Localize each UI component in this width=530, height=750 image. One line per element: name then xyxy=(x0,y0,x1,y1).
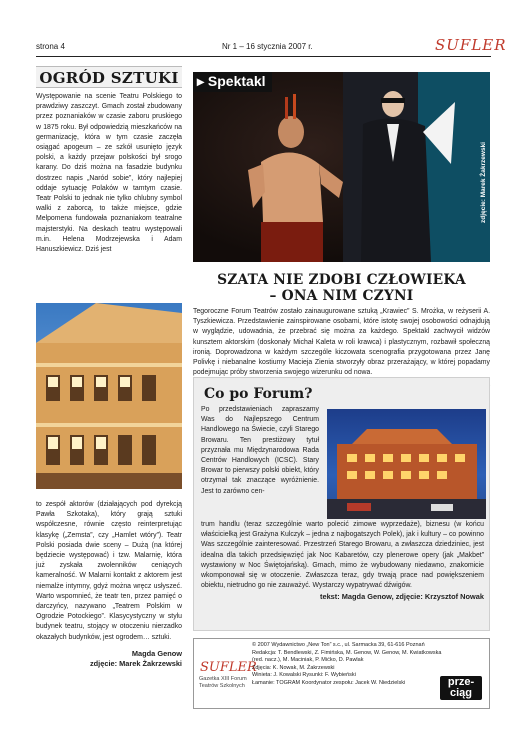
imprint-line-4: Łamanie: TOGRAM Koordynator zespołu: Jacek W. Niedzielski xyxy=(252,679,406,686)
article-headline xyxy=(193,272,490,304)
ogrod-paragraph-2 xyxy=(36,500,182,670)
ogrod-paragraph-2-text: to zespół aktorów (działających pod dyrekcją Pawła Szkotaka), który grają sztuki współczesne, równie często reinterpretując klasykę („Zemsta”, czy „Hamlet wtóry”). Teatr Polski posiada dwie sceny – Dużą (na której będziecie występować) i tzw. Malarnię, która już zyskała zwolenników ceniących kameralność. W Malarni kontakt z aktorem jest niemalże intymny, gdyż można wręcz usłyszeć. Warto wspomnieć, że teatr ten, przez pamięć o darczyńcy, nazywano „Teatrem Polskim w Ogrodzie Potockiego”. Klasycystyczny w stylu budynek teatru, stojący w otoczeniu nierzadko okazałych budynków, jest ogrodem… sztuki. xyxy=(36,501,182,641)
stary-browar-photo xyxy=(327,409,486,519)
ogrod-author: Magda Genow xyxy=(131,648,182,658)
footer-sufler-logo: SUFLER xyxy=(200,660,257,675)
ogrod-sztuki-section xyxy=(36,66,182,88)
imprint-line-3: Winieta: J. Kowalski Rysunki: F. Wybieński xyxy=(252,672,356,679)
headline-line-1: SZATA NIE ZDOBI CZŁOWIEKA xyxy=(217,272,466,288)
forum-paragraph-2 xyxy=(201,520,484,603)
header-rule xyxy=(36,56,491,57)
spektakl-article-text: Tegoroczne Forum Teatrów zostało zainaugurowane sztuką „Krawiec” S. Mrożka, w reżyserii A. Tyszkiewicza. Przedstawienie zainspirowane osobami, które istotę swojej osobowości odnajdują w wyglądzie, udowadnia, że przebrać się można za każdego. Spektakl zachwycił widzów kunsztem aktorskim (doskonały Michał Kaleta w roli krawca) i plastycznym, rozbawił społeczną ironią. Doprowadzona w każdym szczególe kiczowata scenografia przygotowana przez Janę Polivkę i niebanalne kostiumy Macieja Zienia stworzyły obraz przerażający, w której popadamy podejmując próby stworzenia swojego wizerunku od nowa. xyxy=(193,308,490,377)
spektakl-photo-credit: zdjęcie: Marek Żakrzewski xyxy=(480,142,487,223)
spektakl-photo xyxy=(193,72,490,262)
imprint-line-2: Redakcja: T. Bendlewski, Z. Fimińska, M. Genow, W. Genow, M. Kwiatkowska (red. nacz.), M. Maciniak, P. Mićko, D. Pawlak xyxy=(252,649,442,664)
spektakl-label-text: Spektakl xyxy=(207,73,266,89)
ogrod-title: OGRÓD SZTUKI xyxy=(36,66,182,88)
imprint-line-2b: Zdjęcia: K. Nowak, M. Żakrzewski xyxy=(252,664,335,671)
przeciag-logo: prze-ciąg xyxy=(440,676,482,700)
imprint-line-1: © 2007 Wydawnictwo „New Ton” s.c., ul. Sarmacka 39, 61-616 Poznań xyxy=(252,642,425,648)
issue-date: Nr 1 – 16 stycznia 2007 r. xyxy=(222,42,313,51)
headline-line-2: – ONA NIM CZYNI xyxy=(269,288,414,304)
forum-title: Co po Forum? xyxy=(204,386,313,402)
ogrod-photo-credit: zdjęcie: Marek Żakrzewski xyxy=(89,659,182,669)
actors-illustration xyxy=(193,72,490,262)
building-illustration xyxy=(36,303,182,489)
spektakl-label: ▸ Spektakl xyxy=(193,72,272,92)
imprint-text xyxy=(252,642,442,688)
stary-browar-illustration xyxy=(327,409,486,519)
page-number: strona 4 xyxy=(36,42,65,51)
footer-subtitle: Gazetka XIII Forum Teatrów Szkolnych xyxy=(199,676,247,689)
forum-paragraph-2-text: trum handlu (teraz szczególnie warto polecić zimowe wyprzedaże), biznesu (w końcu właścicielką jest Grażyna Kulczyk – jedna z najbogatszych Polek), jak i kultury – co powinno Was szczególnie zainteresować. Przestrzeń Starego Browaru, a zwłaszcza dziedziniec, jest idealna dla takich przedsięwzięć jak Noc Kabaretów, czy plenerowe opery (jak „Makbet” wystawiony w Noc Świętojańską). Gmach, mimo że wybudowany niedawno, znakomicie wkomponował się w otoczenie. Zwłaszcza teraz, gdy trwają prace nad powiększeniem obiektu, nietrudno go nie zauważyć. Wystarczy wypatrywać dźwigów. xyxy=(201,521,484,590)
teatr-polski-photo xyxy=(36,303,182,489)
ogrod-paragraph-1: Występowanie na scenie Teatru Polskiego to prawdziwy zaszczyt. Gmach został zbudowany przez poznaniaków w czasie zaboru pruskiego w 1875 roku. Był odpowiedzią mieszkańców na germanizację, która w tym czasie zaczęła osiągać apogeum – ze szkół usunięto język polski, a każdy przejaw polskości był srogo karany. Do dziś można na fasadzie budynku dostrzec napis „Naród sobie”, który najlepiej oddaje sytuację Polaków w tamtym czasie. Teatr Polski to jednak nie tylko chlubny symbol walki z zaborcą, to także miejsce, gdzie Melpomena fundowała poznaniakom teatralne majsterstyki. Na deskach teatru występowali m.in. Helena Modrzejewska i Adam Hanuszkiewicz. Dziś jest xyxy=(36,93,182,254)
forum-credit: tekst: Magda Genow, zdjęcie: Krzysztof Nowak xyxy=(320,592,484,602)
forum-paragraph-1: Po przedstawieniach zapraszamy Was do Najlepszego Centrum Handlowego na Świecie, czyli Starego Browaru. Ten prestiżowy tytuł przyznała mu Międzynarodowa Rada Centrów Handlowych (ICSC). Stary Browar to pierwszy polski obiekt, który otrzymał tak znaczące wyróżnienie. Jest to zarówno cen- xyxy=(201,406,319,495)
sufler-logo: SUFLER xyxy=(435,36,507,54)
